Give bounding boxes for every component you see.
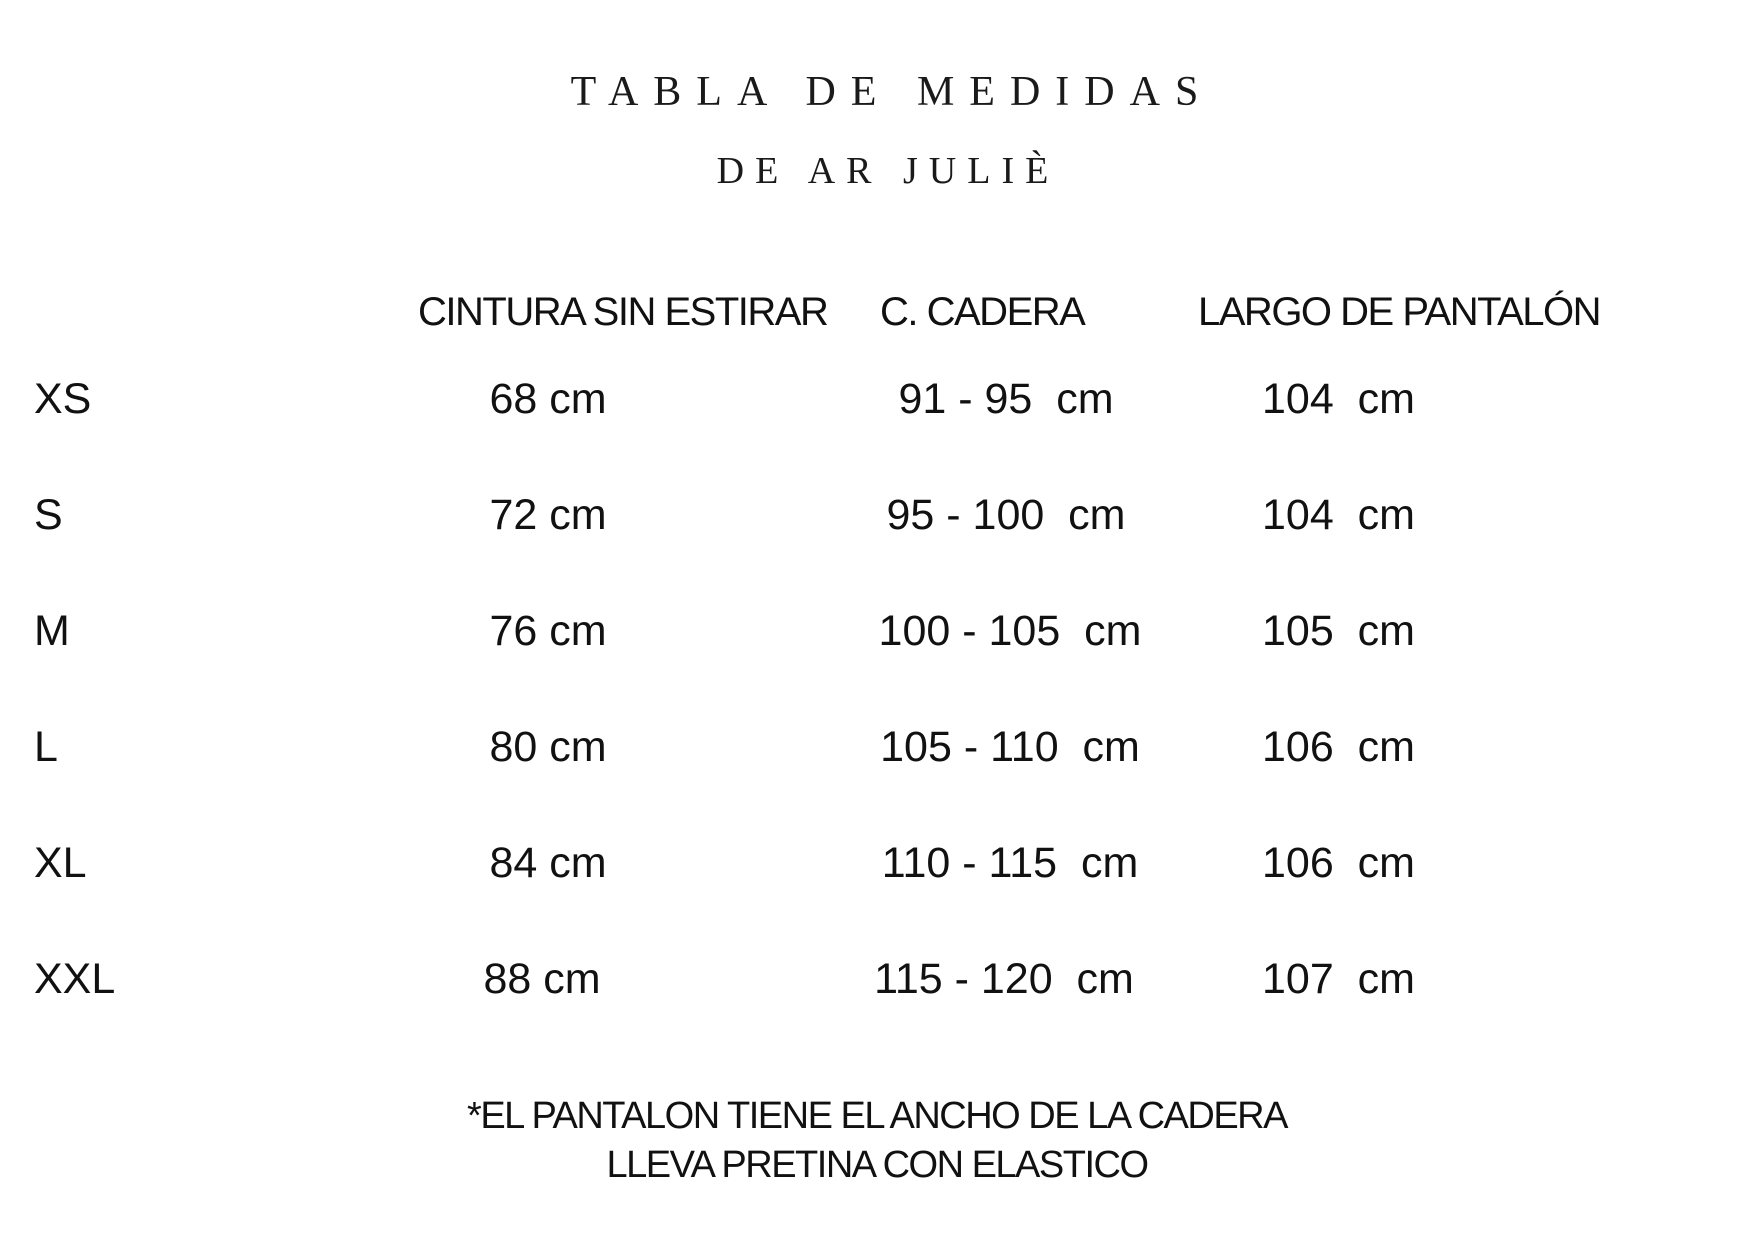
- length-value: 106 cm: [1262, 723, 1415, 771]
- hip-value: 115 - 120 cm: [874, 955, 1134, 1003]
- waist-value: 88 cm: [483, 955, 601, 1003]
- size-label: S: [34, 491, 63, 539]
- hip-value: 105 - 110 cm: [880, 723, 1140, 771]
- waist-value: 76 cm: [489, 607, 607, 655]
- hip-value: 110 - 115 cm: [881, 839, 1139, 887]
- column-header-waist: CINTURA SIN ESTIRAR: [418, 290, 828, 334]
- size-label: L: [34, 723, 58, 771]
- waist-value: 84 cm: [489, 839, 607, 887]
- length-value: 106 cm: [1262, 839, 1415, 887]
- page-title: TABLA DE MEDIDAS: [570, 69, 1214, 115]
- hip-value: 100 - 105 cm: [878, 607, 1142, 655]
- length-value: 105 cm: [1262, 607, 1415, 655]
- size-label: XXL: [34, 955, 116, 1003]
- column-header-hip: C. CADERA: [880, 290, 1085, 334]
- footnote-hip-width: *EL PANTALON TIENE EL ANCHO DE LA CADERA: [467, 1095, 1287, 1137]
- hip-value: 95 - 100 cm: [886, 491, 1126, 539]
- hip-value: 91 - 95 cm: [898, 375, 1114, 423]
- size-label: XS: [34, 375, 92, 423]
- length-value: 107 cm: [1262, 955, 1415, 1003]
- page-subtitle: DE AR JULIÈ: [716, 150, 1060, 192]
- waist-value: 68 cm: [489, 375, 607, 423]
- waist-value: 72 cm: [489, 491, 607, 539]
- column-header-length: LARGO DE PANTALÓN: [1198, 290, 1600, 334]
- size-label: XL: [34, 839, 87, 887]
- length-value: 104 cm: [1262, 375, 1415, 423]
- waist-value: 80 cm: [489, 723, 607, 771]
- footnote-waistband: LLEVA PRETINA CON ELASTICO: [606, 1144, 1148, 1186]
- length-value: 104 cm: [1262, 491, 1415, 539]
- size-label: M: [34, 607, 70, 655]
